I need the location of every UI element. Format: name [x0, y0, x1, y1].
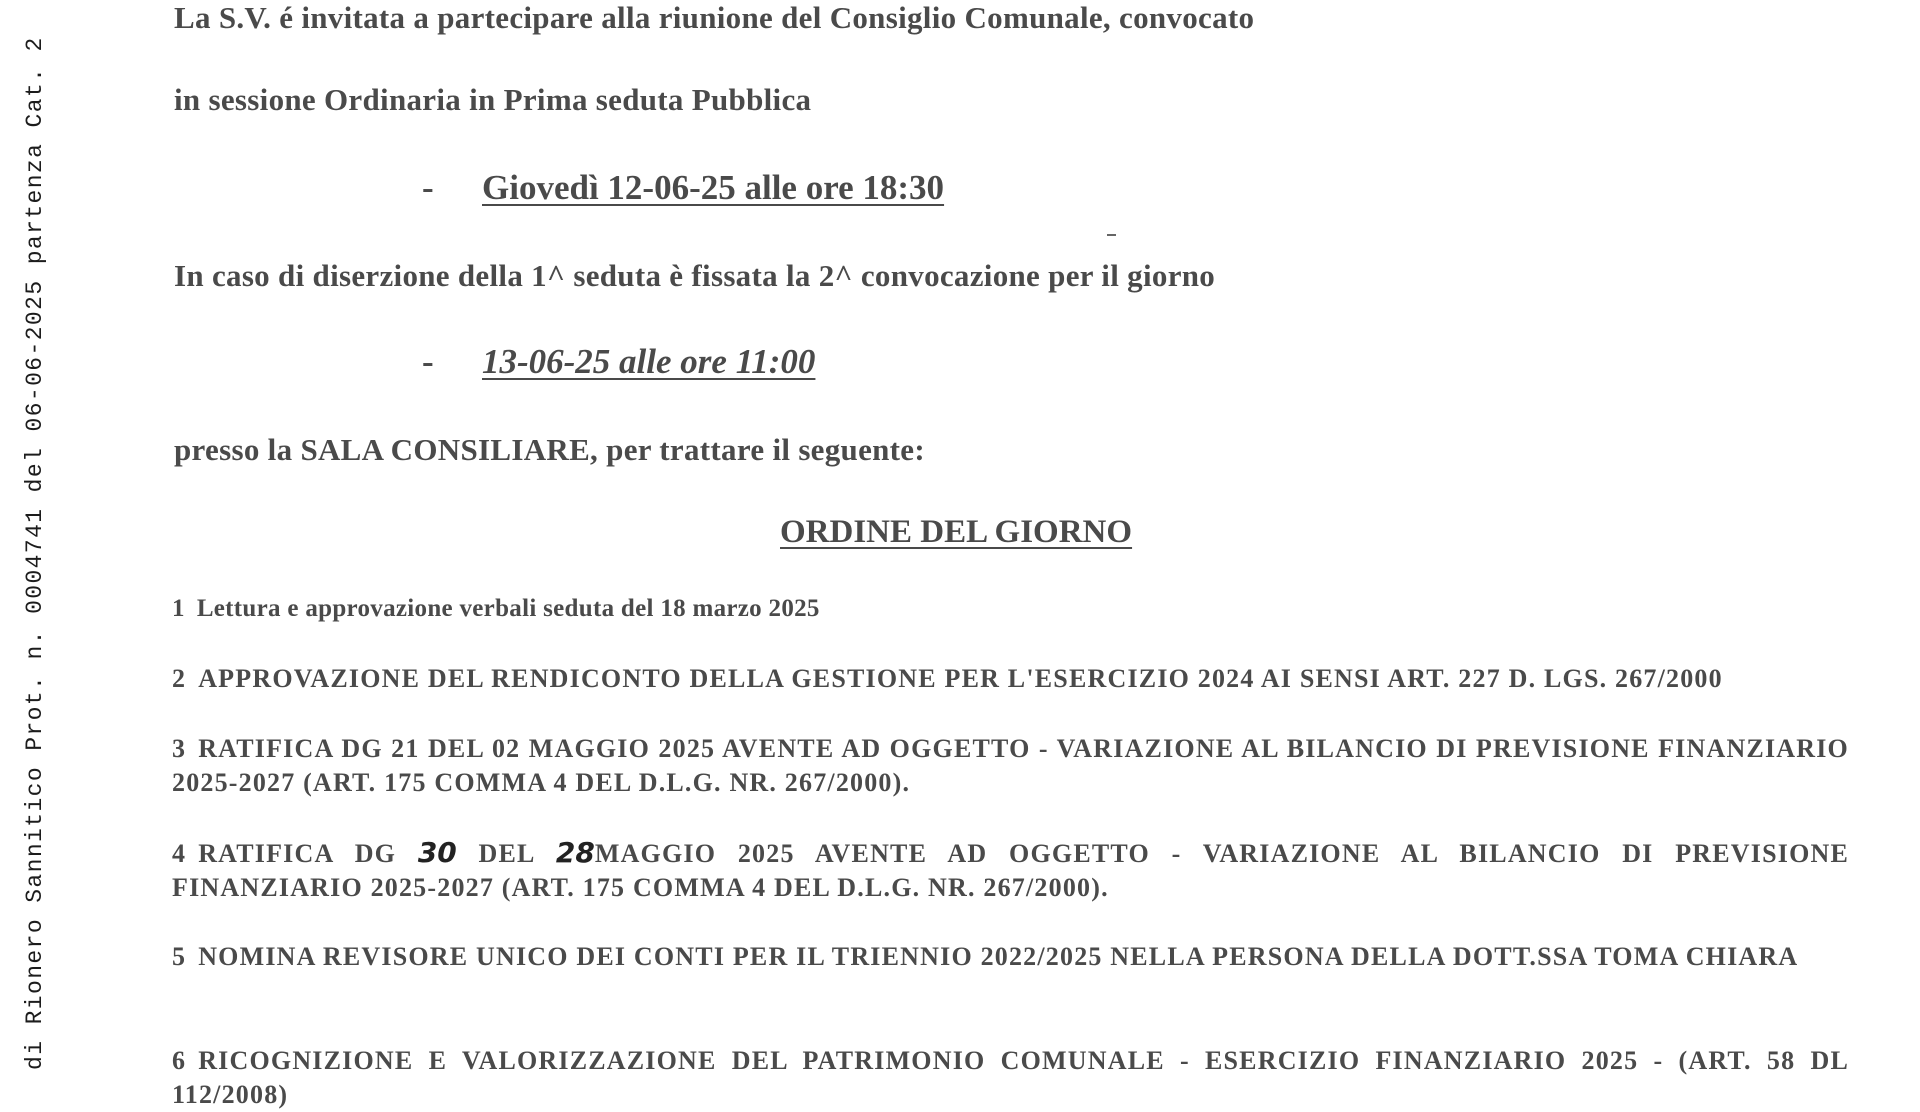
location-text: presso la SALA CONSILIARE, per trattare il seguente:	[174, 432, 925, 467]
agenda-item-3	[172, 732, 1849, 800]
intro-line-2: in sessione Ordinaria in Prima seduta Pubblica	[174, 82, 812, 117]
second-session-line	[422, 342, 815, 382]
agenda-item-suffix: MAGGIO 2025 AVENTE AD OGGETTO - VARIAZIONE AL BILANCIO DI PREVISIONE FINANZIARIO 2025-2027 (ART. 175 COMMA 4 DEL D.L.G. NR. 267/2000).	[172, 839, 1850, 902]
agenda-item-prefix: RATIFICA DG	[198, 839, 397, 868]
agenda-item-number: 6	[172, 1046, 187, 1075]
agenda-item-text: Lettura e approvazione verbali seduta del 18 marzo 2025	[196, 595, 820, 622]
first-session-line	[422, 168, 944, 208]
agenda-item-number: 3	[172, 734, 187, 763]
first-session-date: Giovedì 12-06-25 alle ore 18:30	[482, 168, 945, 207]
agenda-item-number: 1	[172, 595, 185, 622]
agenda-item-6	[172, 1044, 1849, 1112]
agenda-item-2	[172, 662, 1849, 696]
second-session-dash: -	[422, 342, 434, 381]
handwritten-dg-number: 30	[417, 836, 457, 869]
agenda-item-text: NOMINA REVISORE UNICO DEI CONTI PER IL TRIENNIO 2022/2025 NELLA PERSONA DELLA DOTT.SSA TOMA CHIARA	[198, 942, 1799, 971]
second-call-text: In caso di diserzione della 1^ seduta è fissata la 2^ convocazione per il giorno	[174, 258, 1216, 293]
second-session-date: 13-06-25 alle ore 11:00	[482, 342, 816, 381]
agenda-title: ORDINE DEL GIORNO	[780, 514, 1133, 550]
stray-mark	[1107, 234, 1116, 236]
agenda-item-text: APPROVAZIONE DEL RENDICONTO DELLA GESTIONE PER L'ESERCIZIO 2024 AI SENSI ART. 227 D. LGS. 267/2000	[198, 664, 1723, 693]
protocol-stamp: di Rionero Sannitico Prot. n. 0004741 del 06-06-2025 partenza Cat. 2	[22, 36, 48, 1070]
handwritten-day: 28	[555, 836, 595, 869]
agenda-item-4	[172, 836, 1849, 905]
agenda-item-text: RATIFICA DG 21 DEL 02 MAGGIO 2025 AVENTE AD OGGETTO - VARIAZIONE AL BILANCIO DI PREVISIONE FINANZIARIO 2025-2027 (ART. 175 COMMA 4 DEL D.L.G. NR. 267/2000).	[172, 734, 1849, 797]
agenda-item-1	[172, 592, 1849, 626]
first-session-dash: -	[422, 168, 434, 207]
intro-line-1: La S.V. é invitata a partecipare alla riunione del Consiglio Comunale, convocato	[174, 0, 1255, 35]
agenda-item-number: 2	[172, 664, 187, 693]
agenda-item-text: RICOGNIZIONE E VALORIZZAZIONE DEL PATRIMONIO COMUNALE - ESERCIZIO FINANZIARIO 2025 - (ART. 58 DL 112/2008)	[172, 1046, 1849, 1109]
agenda-item-5	[172, 940, 1849, 974]
agenda-item-number: 4	[172, 839, 187, 868]
agenda-item-middle: DEL	[478, 839, 535, 868]
agenda-item-number: 5	[172, 942, 187, 971]
